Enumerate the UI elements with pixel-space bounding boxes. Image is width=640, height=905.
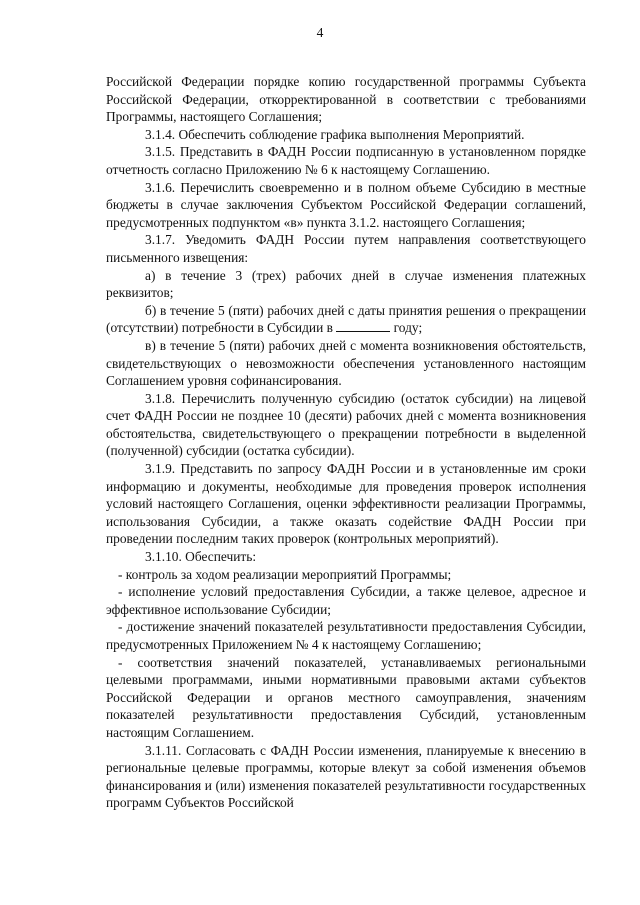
paragraph-3-1-9: 3.1.9. Представить по запросу ФАДН России и в установленные им сроки информацию и документы, необходимые для проведения проверок исполнения условий настоящего Соглашения, оценки эффективности реализации Программы, использования Субсидии, а также оказать содействие ФАДН России при проведении последним таких проверок (контрольных мероприятий).: [106, 461, 586, 547]
document-body: [106, 73, 586, 812]
paragraph-3-1-7-b-tail: году;: [393, 320, 423, 336]
paragraph-3-1-7: 3.1.7. Уведомить ФАДН России путем направления соответствующего письменного извещения:: [106, 232, 586, 265]
list-item: - достижение значений показателей результативности предоставления Субсидии, предусмотренных Приложением № 4 к настоящему Соглашению;: [106, 619, 586, 652]
year-blank-line: [336, 320, 390, 332]
list-item: - контроль за ходом реализации мероприятий Программы;: [118, 566, 452, 582]
paragraph-3-1-11: 3.1.11. Согласовать с ФАДН России изменения, планируемые к внесению в региональные целевые программы, которые влекут за собой изменения объемов финансирования и (или) изменения показателей результативности государственных программ Субъектов Российской: [106, 742, 586, 811]
paragraph-3-1-5: 3.1.5. Представить в ФАДН России подписанную в установленном порядке отчетность согласно Приложению № 6 к настоящему Соглашению.: [106, 144, 586, 177]
paragraph-3-1-7-b-text: б) в течение 5 (пяти) рабочих дней с даты принятия решения о прекращении (отсутствии) потребности в Субсидии в: [106, 302, 586, 336]
paragraph-3-1-10: 3.1.10. Обеспечить:: [145, 549, 257, 565]
list-item: - исполнение условий предоставления Субсидии, а также целевое, адресное и эффективное использование Субсидии;: [106, 584, 586, 617]
page-number: 4: [316, 25, 324, 40]
paragraph-3-1-4: 3.1.4. Обеспечить соблюдение графика выполнения Мероприятий.: [145, 126, 525, 142]
paragraph-continuation: Российской Федерации порядке копию государственной программы Субъекта Российской Федерации, откорректированной в соответствии с требованиями Программы, настоящего Соглашения;: [106, 74, 586, 125]
list-item: - соответствия значений показателей, устанавливаемых региональными целевыми программами, иными нормативными правовыми актами субъектов Российской Федерации и органов местного самоуправления, значениям показателей результативности предоставления Субсидий, установленным настоящим Соглашением.: [106, 654, 586, 740]
paragraph-3-1-8: 3.1.8. Перечислить полученную субсидию (остаток субсидии) на лицевой счет ФАДН России не позднее 10 (десяти) рабочих дней с момента возникновения обстоятельства, свидетельствующего о прекращении потребности в выделенной (полученной) субсидии (остатка субсидии).: [106, 390, 586, 459]
paragraph-3-1-6: 3.1.6. Перечислить своевременно и в полном объеме Субсидию в местные бюджеты в случае заключения Субъектом Российской Федерации соглашений, предусмотренных подпунктом «в» пункта 3.1.2. настоящего Соглашения;: [106, 179, 586, 230]
paragraph-3-1-7-b: [106, 302, 586, 337]
paragraph-3-1-7-v: в) в течение 5 (пяти) рабочих дней с момента возникновения обстоятельств, свидетельствующих о невозможности обеспечения установленного настоящим Соглашением уровня софинансирования.: [106, 337, 586, 389]
paragraph-3-1-7-a: а) в течение 3 (трех) рабочих дней в случае изменения платежных реквизитов;: [106, 267, 586, 301]
